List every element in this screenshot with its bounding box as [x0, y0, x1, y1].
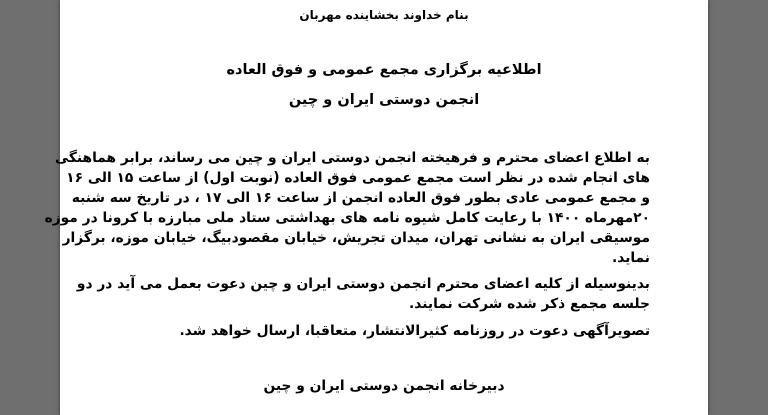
paragraph-line: بدینوسیله از کلیه اعضای محترم انجمن دوستی ایران و چین دعوت بعمل می آید در دو	[76, 276, 650, 292]
paragraph-line: به اطلاع اعضای محترم و فرهیخته انجمن دوستی ایران و چین می رساند، برابر هماهنگی	[54, 150, 650, 166]
paragraph-line: جلسه مجمع ذکر شده شرکت نمایند.	[409, 296, 650, 312]
document-page	[44, 0, 708, 415]
paragraph-line: و مجمع عمومی عادی بطور فوق العاده انجمن از ساعت ۱۶ الی ۱۷ ، در تاریخ سه شنبه	[71, 190, 650, 206]
paragraph-line: موسیقی ایران به نشانی تهران، میدان تجریش، خیابان مقصودبیگ، خیابان موزه، برگزار	[62, 230, 650, 246]
secretariat-signature: دبیرخانه انجمن دوستی ایران و چین	[263, 378, 505, 394]
paragraph-line: ۲۰مهرماه ۱۴۰۰ با رعایت کامل شیوه نامه های بهداشتی ستاد ملی مبارزه با کرونا در موزه	[44, 210, 650, 226]
bismillah-heading: بنام خداوند بخشاینده مهربان	[299, 8, 469, 22]
announcement-title: اطلاعیه برگزاری مجمع عمومی و فوق العاده	[226, 62, 542, 78]
association-name: انجمن دوستی ایران و چین	[288, 92, 480, 108]
paragraph-line: نماید.	[611, 250, 650, 266]
paragraph-line: تصویرآگهی دعوت در روزنامه کثیرالانتشار، متعاقبا، ارسال خواهد شد.	[179, 323, 650, 339]
paragraph-line: های انجام شده در نظر است مجمع عمومی فوق العاده (نوبت اول) از ساعت ۱۵ الی ۱۶	[66, 170, 650, 186]
